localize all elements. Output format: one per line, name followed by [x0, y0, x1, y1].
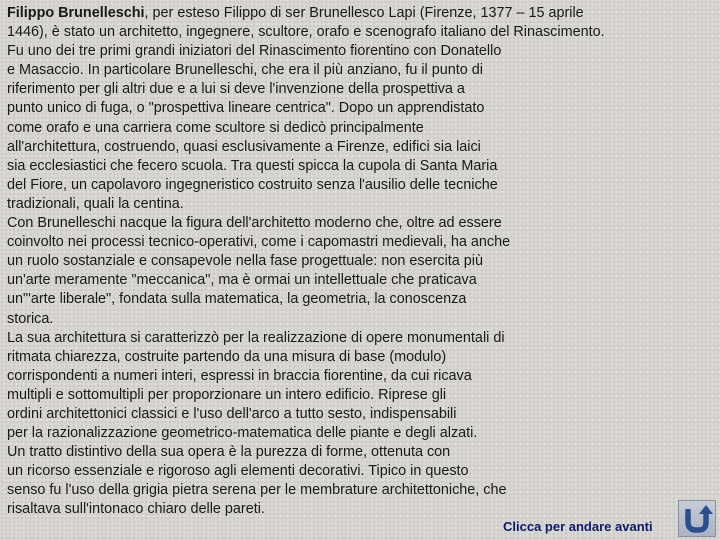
text-line: un ricorso essenziale e rigoroso agli elementi decorativi. Tipico in questo — [7, 463, 469, 480]
text-line: come orafo e una carriera come scultore si dedicò principalmente — [7, 119, 424, 136]
text-line: multipli e sottomultipli per proporzionare un intero edificio. Riprese gli — [7, 386, 447, 403]
next-slide-link[interactable]: Clicca per andare avanti — [503, 519, 653, 534]
document-title: Filippo Brunelleschi — [7, 5, 145, 21]
text-line: 1446), è stato un architetto, ingegnere, scultore, orafo e scenografo italiano del Rinascimento. — [7, 24, 605, 41]
text-line: La sua architettura si caratterizzò per la realizzazione di opere monumentali di — [7, 329, 505, 346]
text-line: Con Brunelleschi nacque la figura dell'architetto moderno che, oltre ad essere — [7, 215, 502, 232]
text-line: e Masaccio. In particolare Brunelleschi, che era il più anziano, fu il punto di — [7, 62, 483, 79]
first-line — [7, 4, 697, 23]
text-line: all'architettura, costruendo, quasi esclusivamente a Firenze, edifici sia laici — [7, 138, 481, 155]
text-line: del Fiore, un capolavoro ingegneristico costruito senza l'ausilio delle tecniche — [7, 176, 498, 193]
u-turn-arrow-icon — [679, 501, 715, 536]
text-line: Fu uno dei tre primi grandi iniziatori del Rinascimento fiorentino con Donatello — [7, 43, 502, 60]
text-line: senso fu l'uso della grigia pietra serena per le membrature architettoniche, che — [7, 482, 507, 499]
text-line: Un tratto distintivo della sua opera è la purezza di forme, ottenuta con — [7, 444, 451, 461]
next-slide-button[interactable] — [678, 500, 716, 537]
text-line: risaltava sull'intonaco chiaro delle pareti. — [7, 501, 265, 518]
text-line: un'arte meramente "meccanica", ma è ormai un intellettuale che praticava — [7, 272, 477, 289]
text-line: tradizionali, quali la centina. — [7, 195, 184, 212]
text-line: sia ecclesiastici che fecero scuola. Tra questi spicca la cupola di Santa Maria — [7, 157, 498, 174]
text-line: punto unico di fuga, o "prospettiva lineare centrica". Dopo un apprendistato — [7, 100, 485, 117]
text-line: corrispondenti a numeri interi, espressi in braccia fiorentine, da cui ricava — [7, 367, 472, 384]
text-line: ritmata chiarezza, costruite partendo da una misura di base (modulo) — [7, 348, 447, 365]
text-line: un ruolo sostanziale e consapevole nella fase progettuale: non esercita più — [7, 253, 484, 270]
text-line: ordini architettonici classici e l'uso dell'arco a tutto sesto, indispensabili — [7, 405, 457, 422]
text-line: storica. — [7, 310, 54, 327]
text-line: per la razionalizzazione geometrico-matematica delle piante e degli alzati. — [7, 425, 478, 442]
text-line: riferimento per gli altri due e a lui si deve l'invenzione della prospettiva a — [7, 81, 465, 98]
text-line: un"'arte liberale", fondata sulla matematica, la geometria, la conoscenza — [7, 291, 467, 308]
text-line: coinvolto nei processi tecnico-operativi, come i capomastri medievali, ha anche — [7, 234, 511, 251]
first-line-text: , per esteso Filippo di ser Brunellesco Lapi (Firenze, 1377 – 15 aprile — [144, 5, 584, 21]
document-body — [7, 4, 697, 520]
